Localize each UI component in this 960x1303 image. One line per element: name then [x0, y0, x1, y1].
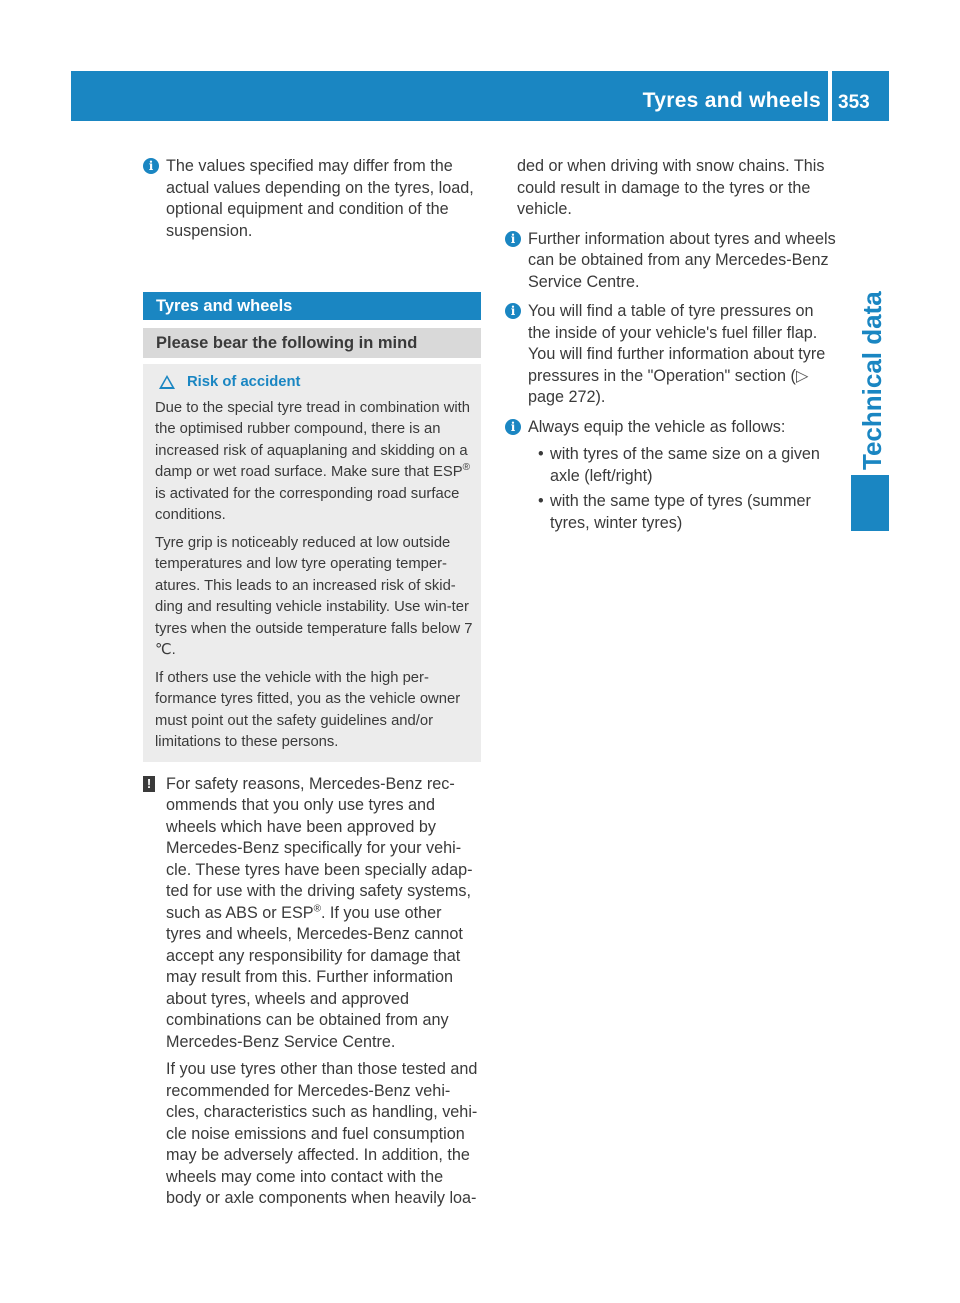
list-item: • with the same type of tyres (summer tyres, winter tyres) [538, 491, 837, 534]
warning-text: is activated for the corresponding road surface conditions. [155, 485, 460, 523]
section-title: Tyres and wheels [143, 292, 481, 320]
note-text [528, 301, 837, 409]
header-title: Tyres and wheels [642, 89, 821, 112]
info-icon: i [505, 231, 521, 247]
bullet-list [528, 444, 837, 534]
info-note [505, 417, 837, 535]
caution-paragraph: If you use tyres other than those tested and recommended for Mercedes-Benz vehi-cles, characteristics such as handling, vehi-cle noise emissions and fuel consumption may be adversely affected. In addition, the wheels may come into contact with the body or axle components when heavily loa- [166, 1060, 478, 1207]
warning-box [143, 364, 481, 762]
side-tab-marker [851, 475, 889, 531]
note-text: Always equip the vehicle as follows: [528, 417, 786, 436]
warning-paragraph: Tyre grip is noticeably reduced at low outside temperatures and low tyre operating temper-atures. This leads to an increased risk of skid-ding and resulting vehicle instability. Use win-ter tyres when the outside temperature falls below 7 ℃. [155, 534, 473, 658]
note-text: Further information about tyres and wheels can be obtained from any Mercedes-Benz Service Centre. [528, 229, 836, 291]
subsection-title: Please bear the following in mind [143, 328, 481, 358]
caution-paragraph [166, 774, 481, 1054]
warning-paragraph [155, 398, 473, 527]
right-column [505, 156, 837, 542]
registered-mark: ® [462, 462, 470, 474]
info-note [505, 301, 837, 409]
header-divider [828, 71, 832, 121]
side-tab-label: Technical data [857, 291, 887, 470]
caution-icon: ! [143, 776, 155, 792]
info-icon: i [143, 158, 159, 174]
continued-text: ded or when driving with snow chains. This could result in damage to the tyres or the vehicle. [517, 157, 825, 218]
info-icon: i [505, 303, 521, 319]
warning-title [155, 372, 473, 394]
caution-text: . If you use other tyres and wheels, Mercedes-Benz cannot accept any responsibility for damage that may result from this. Further information about tyres, wheels and approved combinations can be obtained from any Mercedes-Benz Service Centre. [166, 903, 463, 1051]
info-icon: i [505, 419, 521, 435]
info-note [505, 229, 837, 294]
note-text-part: You will find a table of tyre pressures on the inside of your vehicle's fuel filler flap. You will find further information about tyre pressures in the "Operation" section ( [528, 302, 826, 385]
page-number: 353 [838, 92, 870, 113]
left-column [143, 156, 481, 1218]
info-note [143, 156, 481, 242]
page-ref-arrow-icon: ▷ [795, 366, 809, 385]
warning-text: Due to the special tyre tread in combination with the optimised rubber compound, there is an increased risk of aquaplaning and skidding on a damp or wet road surface. Make sure that ESP [155, 399, 471, 480]
warning-triangle-icon [159, 375, 175, 389]
caution-note [143, 774, 481, 1210]
note-text: The values specified may differ from the actual values depending on the tyres, load, optional equipment and condition of the suspension. [166, 157, 474, 240]
caution-text: For safety reasons, Mercedes-Benz rec-ommends that you only use tyres and wheels which have been approved by Mercedes-Benz specifically for your vehi-cle. These tyres have been specially adap-ted for use with the driving safety systems, such as ABS or ESP [166, 774, 473, 922]
warning-paragraph: If others use the vehicle with the high per-formance tyres fitted, you as the vehicle owner must point out the safety guidelines and/or limitations to these persons. [155, 669, 461, 750]
page-reference-link[interactable]: page 272). [528, 388, 606, 406]
list-item: • with tyres of the same size on a given axle (left/right) [538, 444, 837, 487]
warning-title-text: Risk of accident [187, 374, 301, 390]
page-header [71, 71, 889, 121]
registered-mark: ® [313, 903, 321, 915]
